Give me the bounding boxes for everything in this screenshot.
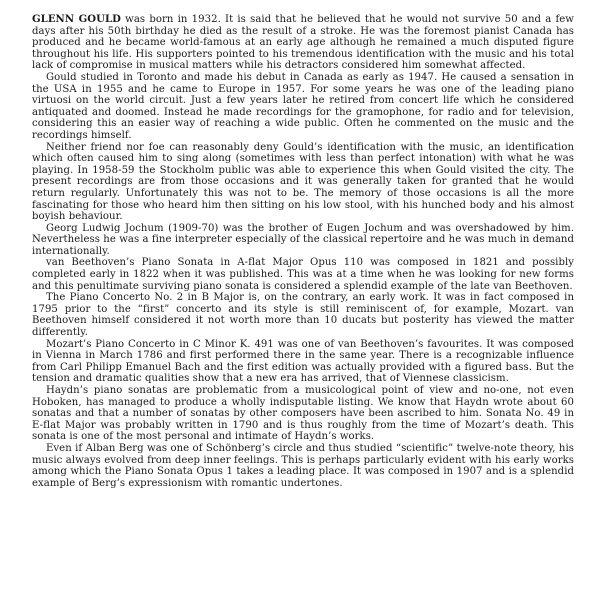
paragraph-gould-career: Gould studied in Toronto and made his debut in Canada as early as 1947. He caused a sensation in the USA in 1955 and he came to Europe in 1957. For some years he was one of the leading piano virtuosi on the world circuit. Just a few years later he retired from concert life which he considered antiquated and doomed. Instead he made recordings for the gramophone, for radio and for television, considering this an easier way of reaching a wide public. Often he commented on the music and the recordings himself. [32,71,574,141]
liner-notes-text [32,14,574,489]
paragraph-gould-biography-text: was born in 1932. It is said that he believed that he would not survive 50 and a few days after his 50th birthday he died as the result of a stroke. He was the foremost pianist Canada has produced and he became world-famous at an early age although he remained a much disputed figure throughout his life. His supporters pointed to his tremendous identification with the music and his total lack of compromise in musical matters while his detractors considered him somewhat affected. [32,14,574,72]
paragraph-mozart-concerto: Mozart’s Piano Concerto in C Minor K. 491 was one of van Beethoven’s favourites. It was composed in Vienna in March 1786 and first performed there in the same year. There is a recognizable influence from Carl Philipp Emanuel Bach and the first edition was actually provided with a figured bass. But the tension and dramatic qualities show that a new era has arrived, that of Viennese classicism. [32,338,574,385]
paragraph-jochum: Georg Ludwig Jochum (1909-70) was the brother of Eugen Jochum and was overshadowed by him. Nevertheless he was a fine interpreter especially of the classical repertoire and he was much in demand internationally. [32,222,574,257]
paragraph-haydn-sonata: Haydn’s piano sonatas are problematic from a musicological point of view and no-one, not even Hoboken, has managed to produce a wholly indisputable listing. We know that Haydn wrote about 60 sonatas and that a number of sonatas by other composers have been ascribed to him. Sonata No. 49 in E-flat Major was probably written in 1790 and is thus roughly from the time of Mozart’s death. This sonata is one of the most personal and intimate of Haydn’s works. [32,385,574,443]
paragraph-gould-biography [32,14,574,72]
paragraph-gould-stockholm: Neither friend nor foe can reasonably deny Gould’s identification with the music, an identification which often caused him to sing along (sometimes with less than perfect intonation) with what he was playing. In 1958-59 the Stockholm public was able to experience this when Gould visited the city. The present recordings are from those occasions and it was generally taken for granted that he would return regularly. Unfortunately this was not to be. The memory of those occasions is all the more fascinating for those who heard him then sitting on his low stool, with his hunched body and his almost boyish behaviour. [32,141,574,223]
paragraph-beethoven-sonata: van Beethoven’s Piano Sonata in A-flat Major Opus 110 was composed in 1821 and possibly completed early in 1822 when it was published. This was at a time when he was looking for new forms and this penultimate surviving piano sonata is considered a splendid example of the late van Beethoven. [32,257,574,292]
glenn-gould-name: GLENN GOULD [32,14,121,25]
paragraph-beethoven-concerto: The Piano Concerto No. 2 in B Major is, on the contrary, an early work. It was in fact composed in 1795 prior to the “first” concerto and its style is still reminiscent of, for example, Mozart. van Beethoven himself considered it not worth more than 10 ducats but posterity has viewed the matter differently. [32,292,574,339]
paragraph-berg-sonata: Even if Alban Berg was one of Schönberg’s circle and thus studied “scientific” twelve-note theory, his music always evolved from deep inner feelings. This is perhaps particularly evident with his early works among which the Piano Sonata Opus 1 takes a leading place. It was composed in 1907 and is a splendid example of Berg’s expressionism with romantic undertones. [32,442,574,489]
